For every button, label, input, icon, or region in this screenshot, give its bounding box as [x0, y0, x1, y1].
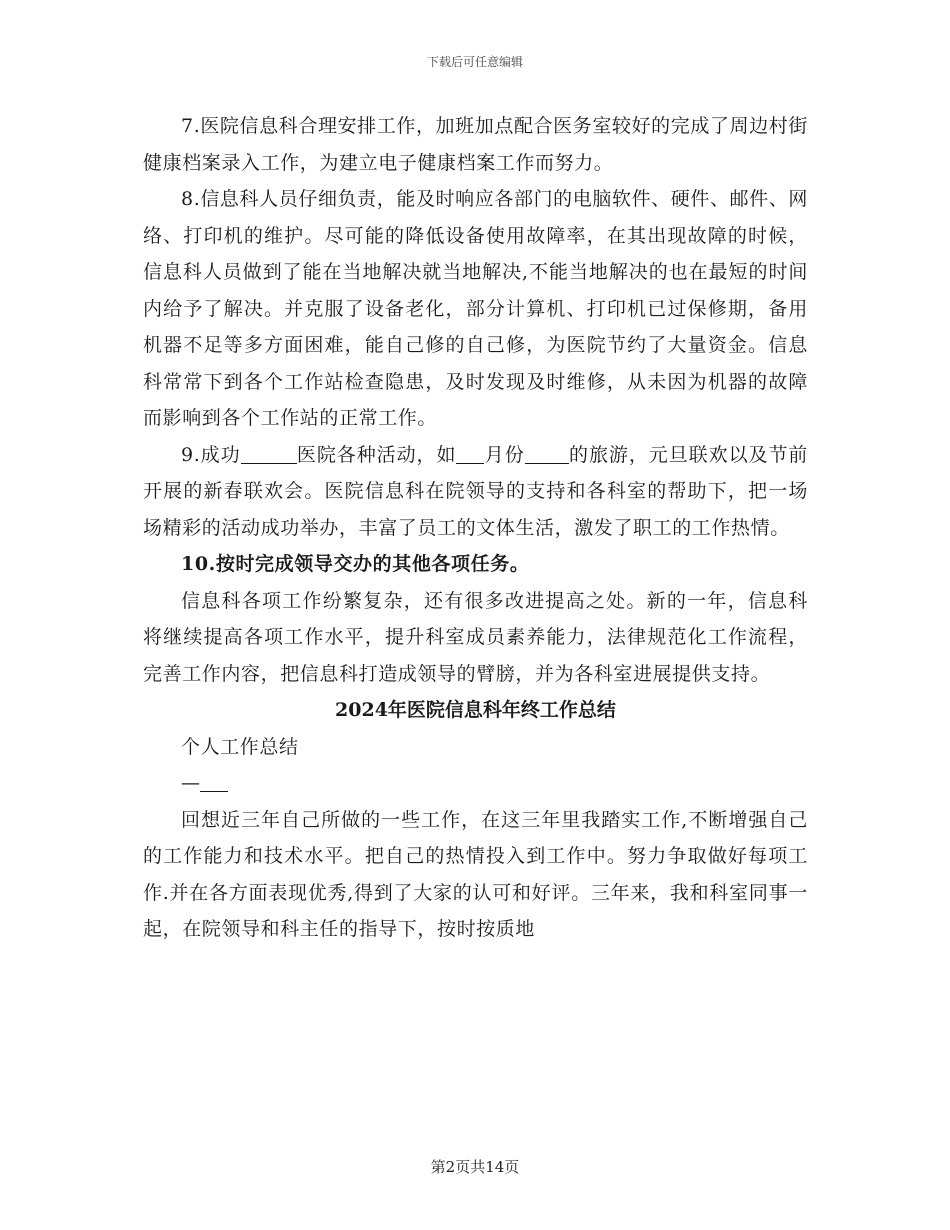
dash-text: — — [181, 772, 200, 794]
fill-blank — [525, 445, 569, 464]
section-title: 2024年医院信息科年终工作总结 — [335, 699, 616, 721]
item-9-part-c: 月份 — [484, 443, 525, 466]
fill-blank — [456, 445, 484, 464]
page-footer: 第2页共14页 — [430, 1158, 520, 1176]
item-9-part-d: 的旅游，元旦联欢以及节前开展的新春联欢会。医院信息科在院领导的支持和各科室的帮助下，把一场场精彩的活动成功举办，丰富了员工的文体生活，激发了职工的工作热情。 — [143, 443, 808, 539]
sub-heading: 个人工作总结 — [181, 735, 299, 758]
page-header: 下载后可任意编辑 — [426, 55, 523, 69]
document-body — [143, 108, 808, 948]
fill-blank — [200, 773, 228, 792]
paragraph-item-8: 8.信息科人员仔细负责，能及时响应各部门的电脑软件、硬件、邮件、网络、打印机的维护。尽可能的降低设备使用故障率，在其出现故障的时候，信息科人员做到了能在当地解决就当地解决,不能当地解决的也在最短的时间内给予了解决。并克服了设备老化，部分计算机、打印机已过保修期，备用机器不足等多方面困难，能自己修的自己修，为医院节约了大量资金。信息科常常下到各个工作站检查隐患，及时发现及时维修，从未因为机器的故障而影响到各个工作站的正常工作。 — [143, 188, 808, 429]
fill-blank — [241, 445, 297, 464]
paragraph-item-7: 7.医院信息科合理安排工作，加班加点配合医务室较好的完成了周边村街健康档案录入工作，为建立电子健康档案工作而努力。 — [143, 115, 808, 174]
item-9-part-b: 医院各种活动，如 — [296, 443, 457, 466]
paragraph-item-10: 10.按时完成领导交办的其他各项任务。 — [181, 553, 530, 575]
paragraph-item-9 — [143, 437, 808, 547]
intro-paragraph: 回想近三年自己所做的一些工作，在这三年里我踏实工作,不断增强自己的工作能力和技术水平。把自己的热情投入到工作中。努力争取做好每项工作.并在各方面表现优秀,得到了大家的认可和好评。三年来，我和科室同事一起，在院领导和科主任的指导下，按时按质地 — [143, 808, 808, 940]
item-9-part-a: 9.成功 — [181, 443, 241, 466]
dash-line — [143, 765, 808, 802]
conclusion-paragraph: 信息科各项工作纷繁复杂，还有很多改进提高之处。新的一年，信息科将继续提高各项工作水平，提升科室成员素养能力，法律规范化工作流程，完善工作内容，把信息科打造成领导的臂膀，并为各科室进展提供支持。 — [143, 589, 808, 685]
